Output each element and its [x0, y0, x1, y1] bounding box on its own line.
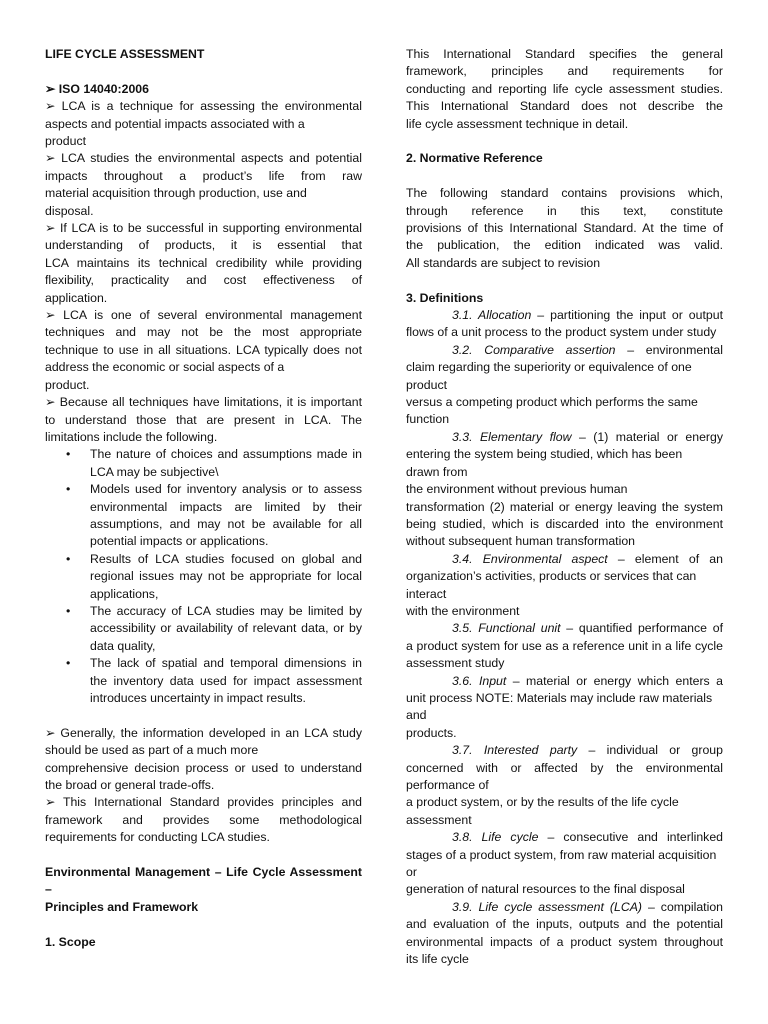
- definition-term: 3.9. Life cycle assessment (LCA): [452, 899, 642, 914]
- definition-first-line: [406, 899, 723, 916]
- text-line: or: [406, 865, 417, 880]
- text-line: address the economic or social aspects of a: [45, 360, 285, 375]
- bullet-icon: •: [66, 551, 71, 566]
- text-line: product.: [45, 377, 90, 392]
- text-line: ➢ Because all techniques have limitations, it is important: [45, 395, 362, 410]
- text-line: without subsequent human transformation: [406, 534, 635, 549]
- text-line: Environmental Management – Life Cycle Assessment –: [45, 865, 362, 897]
- text-line: product: [406, 377, 448, 392]
- text-line: regional issues may not be appropriate for local: [90, 569, 362, 584]
- text-line: claim regarding the superiority or equivalence of one: [406, 360, 692, 375]
- text-line: The lack of spatial and temporal dimensions in: [90, 656, 362, 671]
- definition-text: – partitioning the input or output: [531, 308, 723, 323]
- text-line: ➢ LCA studies the environmental aspects and potential: [45, 151, 362, 166]
- limitation-item: [66, 655, 362, 707]
- paragraph-3: [45, 220, 362, 307]
- limitations-list: [45, 446, 362, 707]
- text-line: application.: [45, 290, 108, 305]
- text-line: disposal.: [45, 203, 94, 218]
- definition-item: [406, 673, 723, 743]
- definition-term: 3.6. Input: [452, 673, 507, 688]
- text-line: accessibility or availability of relevant data, or by: [90, 621, 362, 636]
- left-column: [45, 46, 362, 951]
- text-line: interact: [406, 586, 447, 601]
- text-line: ➢ If LCA is to be successful in supporting environmental: [45, 221, 362, 236]
- definition-text: – individual or group: [577, 743, 723, 758]
- doc-title: LIFE CYCLE ASSESSMENT: [45, 47, 205, 61]
- definition-term: 3.2. Comparative assertion: [452, 342, 616, 357]
- text-line: applications,: [90, 586, 159, 601]
- text-line: environmental impacts are limited by their: [90, 499, 362, 514]
- text-line: and: [406, 708, 427, 723]
- text-line: ➢ This International Standard provides principles and: [45, 795, 362, 810]
- text-line: unit process NOTE: Materials may include raw materials: [406, 690, 713, 705]
- definition-item: [406, 342, 723, 429]
- text-line: material acquisition through production, use and: [45, 186, 307, 201]
- text-line: The nature of choices and assumptions made in: [90, 447, 362, 462]
- text-line: and evaluation of the inputs, outputs and the potential: [406, 917, 723, 932]
- definition-term: 3.8. Life cycle: [452, 830, 539, 845]
- text-line: data quality,: [90, 638, 156, 653]
- text-line: flows of a unit process to the product system under study: [406, 325, 717, 340]
- bullet-icon: •: [66, 656, 71, 671]
- text-line: assessment: [406, 812, 472, 827]
- text-line: limitations include the following.: [45, 429, 218, 444]
- scope-text: [406, 46, 723, 133]
- text-line: the environment without previous human: [406, 482, 628, 497]
- text-line: This International Standard specifies the general: [406, 47, 723, 61]
- definition-first-line: [406, 673, 723, 690]
- definition-first-line: [406, 620, 723, 637]
- text-line: with the environment: [406, 603, 520, 618]
- definition-text: – consecutive and interlinked: [538, 830, 723, 845]
- limitation-item: [66, 481, 362, 551]
- definition-first-line: [406, 342, 723, 359]
- text-line: the broad or general trade-offs.: [45, 778, 215, 793]
- paragraph-2: [45, 150, 362, 220]
- bullet-icon: •: [66, 447, 71, 462]
- definitions-heading: 3. Definitions: [406, 290, 484, 305]
- definition-text: – compilation: [642, 899, 723, 914]
- limitation-item: [66, 603, 362, 655]
- definition-text: – environmental: [615, 342, 723, 357]
- text-line: stages of a product system, from raw material acquisition: [406, 847, 717, 862]
- definition-text: – quantified performance of: [560, 621, 723, 636]
- paragraph-4: [45, 307, 362, 394]
- text-line: the publication, the edition indicated was valid.: [406, 238, 723, 253]
- definition-item: [406, 429, 723, 551]
- text-line: a product system, or by the results of the life cycle: [406, 795, 679, 810]
- definition-item: [406, 899, 723, 969]
- text-line: ➢ LCA is a technique for assessing the environmental: [45, 99, 362, 114]
- text-line: ➢ Generally, the information developed in an LCA study: [45, 725, 362, 740]
- paragraph-1: [45, 98, 362, 150]
- text-line: its life cycle: [406, 952, 469, 967]
- text-line: transformation (2) material or energy leaving the system: [406, 499, 723, 514]
- definition-item: [406, 551, 723, 621]
- bullet-icon: •: [66, 482, 71, 497]
- text-line: environmental impacts of a product system throughout: [406, 934, 723, 949]
- definition-term: 3.1. Allocation: [452, 308, 532, 323]
- text-line: concerned with or affected by the environmental: [406, 760, 723, 775]
- definition-term: 3.7. Interested party: [452, 743, 578, 758]
- text-line: impacts throughout a product’s life from raw: [45, 168, 362, 183]
- text-line: a product system for use as a reference unit in a life cycle: [406, 638, 723, 653]
- definition-text: – material or energy which enters a: [506, 673, 723, 688]
- text-line: comprehensive decision process or used to understand: [45, 760, 362, 775]
- text-line: organization’s activities, products or services that can: [406, 569, 697, 584]
- definition-first-line: [406, 551, 723, 568]
- definition-text: – (1) material or energy: [571, 429, 723, 444]
- text-line: should be used as part of a much more: [45, 743, 259, 758]
- definition-first-line: [406, 742, 723, 759]
- text-line: introduces uncertainty in impact results.: [90, 691, 306, 706]
- scope-heading: 1. Scope: [45, 934, 96, 949]
- text-line: performance of: [406, 778, 489, 793]
- text-line: entering the system being studied, which has been: [406, 447, 683, 462]
- text-line: framework, principles and requirements for: [406, 64, 723, 79]
- text-line: LCA maintains its technical credibility while providing: [45, 255, 362, 270]
- definition-item: [406, 829, 723, 899]
- text-line: understanding of products, it is essential that: [45, 238, 362, 253]
- text-line: conducting and reporting life cycle assessment studies.: [406, 81, 723, 96]
- right-column: [406, 46, 723, 968]
- text-line: assessment study: [406, 656, 505, 671]
- text-line: techniques and may not be the most appropriate: [45, 325, 362, 340]
- definition-first-line: [406, 307, 723, 324]
- text-line: assumptions, and may not be available for all: [90, 516, 362, 531]
- text-line: This International Standard does not describe the: [406, 99, 723, 114]
- definition-item: [406, 620, 723, 672]
- definitions-list: [406, 307, 723, 968]
- text-line: technique to use in all situations. LCA typically does not: [45, 342, 362, 357]
- definition-first-line: [406, 829, 723, 846]
- text-line: requirements for conducting LCA studies.: [45, 830, 270, 845]
- text-line: to understand those that are present in LCA. The: [45, 412, 362, 427]
- text-line: The following standard contains provisions which,: [406, 186, 723, 201]
- text-line: being studied, which is discarded into the environment: [406, 516, 723, 531]
- definition-text: – element of an: [607, 551, 723, 566]
- limitation-item: [66, 551, 362, 603]
- text-line: life cycle assessment technique in detail.: [406, 116, 629, 131]
- iso-heading: ➢ ISO 14040:2006: [45, 81, 149, 96]
- text-line: Results of LCA studies focused on global and: [90, 551, 362, 566]
- text-line: products.: [406, 725, 457, 740]
- text-line: potential impacts or applications.: [90, 534, 269, 549]
- paragraph-5: [45, 394, 362, 446]
- text-line: generation of natural resources to the final disposal: [406, 882, 685, 897]
- bullet-icon: •: [66, 603, 71, 618]
- text-line: LCA may be subjective\: [90, 464, 219, 479]
- normative-text: [406, 185, 723, 272]
- text-line: versus a competing product which performs the same: [406, 395, 698, 410]
- section-heading: [45, 864, 362, 916]
- text-line: the inventory data used for impact assessment: [90, 673, 362, 688]
- text-line: function: [406, 412, 450, 427]
- text-line: ➢ LCA is one of several environmental management: [45, 308, 362, 323]
- text-line: Models used for inventory analysis or to assess: [90, 482, 362, 497]
- definition-first-line: [406, 429, 723, 446]
- text-line: framework and provides some methodological: [45, 812, 362, 827]
- paragraph-6: [45, 725, 362, 795]
- text-line: Principles and Framework: [45, 899, 199, 914]
- limitation-item: [66, 446, 362, 481]
- text-line: through reference in this text, constitute: [406, 203, 723, 218]
- definition-term: 3.3. Elementary flow: [452, 429, 572, 444]
- definition-term: 3.5. Functional unit: [452, 621, 561, 636]
- definition-term: 3.4. Environmental aspect: [452, 551, 608, 566]
- text-line: flexibility, practicality and cost effectiveness of: [45, 273, 362, 288]
- text-line: drawn from: [406, 464, 468, 479]
- text-line: product: [45, 134, 87, 149]
- text-line: All standards are subject to revision: [406, 255, 601, 270]
- normative-heading: 2. Normative Reference: [406, 151, 543, 166]
- paragraph-7: [45, 794, 362, 846]
- definition-item: [406, 307, 723, 342]
- text-line: provisions of this International Standard. At the time of: [406, 221, 723, 236]
- text-line: aspects and potential impacts associated with a: [45, 116, 305, 131]
- definition-item: [406, 742, 723, 829]
- text-line: The accuracy of LCA studies may be limited by: [90, 603, 362, 618]
